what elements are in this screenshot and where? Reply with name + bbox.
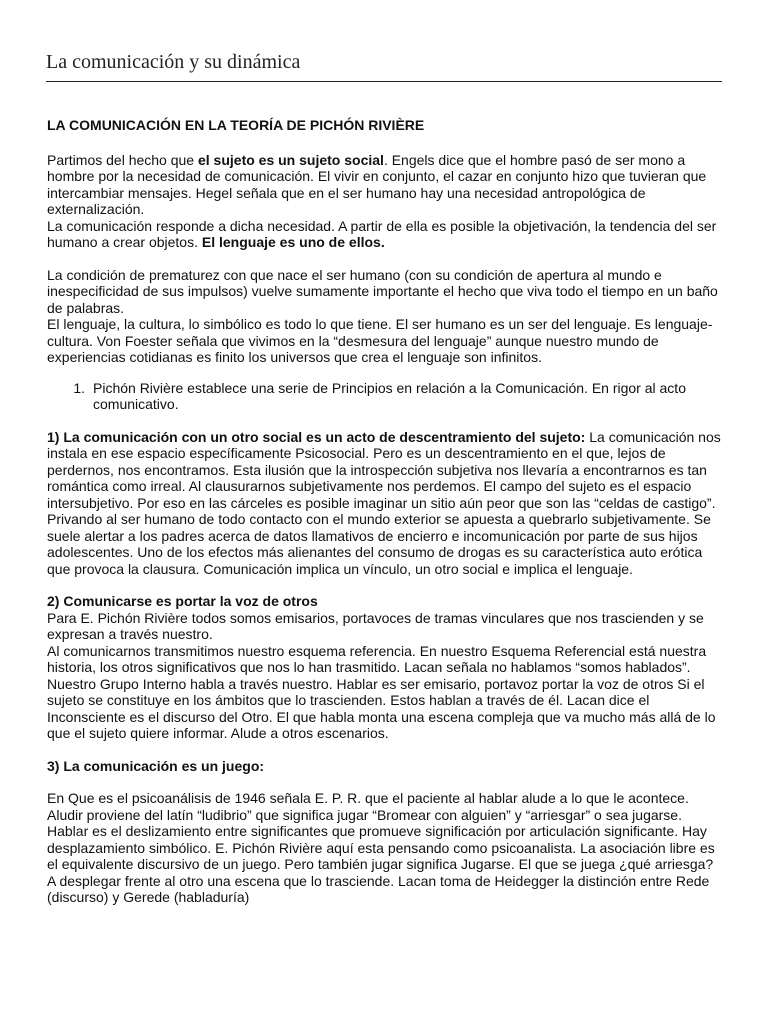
- list-number: 1.: [73, 379, 85, 396]
- principle-3-heading-text: 3) La comunicación es un juego:: [47, 757, 265, 774]
- paragraph-1-bold: el sujeto es un sujeto social: [197, 151, 384, 168]
- principle-3-heading: [47, 758, 723, 775]
- principle-1: [47, 429, 723, 578]
- paragraph-2-text-a: La comunicación responde a dicha necesidad. A partir de ella es posible la objetivación, la tendencia del ser humano a crear objetos.: [47, 217, 717, 250]
- paragraph-1-text-a: Partimos del hecho que: [47, 151, 198, 168]
- section-title: LA COMUNICACIÓN EN LA TEORÍA DE PICHÓN RIVIÈRE: [47, 117, 425, 133]
- paragraph-3: La condición de prematurez con que nace el ser humano (con su condición de apertura al mundo e inespecificidad de sus impulsos) vuelve sumamente importante el hecho que viva todo el tiempo en un baño de palabras.: [47, 266, 718, 316]
- principle-1-body: La comunicación nos instala en ese espacio específicamente Psicosocial. Pero es un descentramiento en el que, lejos de perdernos, nos encontramos. Esta ilusión que la introspección subjetiva nos llevaría a encontrarnos es tan romántica como irreal. Al clausurarnos subjetivamente nos perdemos. El campo del sujeto es el espacio intersubjetivo. Por eso en las cárceles es posible imaginar un sitio aún peor que son las “celdas de castigo”. Privando al ser humano de todo contacto con el mundo exterior se apuesta a quebrarlo subjetivamente. Se suele alertar a los padres acerca de datos llamativos de encierro e incomunicación por parte de sus hijos adolescentes. Uno de los efectos más alienantes del consumo de drogas es su característica auto erótica que provoca la clausura. Comunicación implica un vínculo, un otro social e implica el lenguaje.: [47, 428, 721, 577]
- paragraph-1: [47, 152, 723, 218]
- page-header-title: La comunicación y su dinámica: [46, 51, 301, 73]
- principle-3-paragraph-1: En Que es el psicoanálisis de 1946 señala E. P. R. que el paciente al hablar alude a lo que le acontece. Aludir proviene del latín “ludibrio” que significa jugar “Bromear con alguien” y “arriesgar” o sea jugarse. Hablar es el deslizamiento entre significantes que promueve significación por articulación significante. Hay desplazamiento simbólico. E. Pichón Rivière aquí esta pensando como psicoanalista. La asociación libre es el equivalente discursivo de un juego. Pero también jugar significa Jugarse. El que se juega ¿qué arriesga? A desplegar frente al otro una escena que lo trasciende. Lacan toma de Heidegger la distinción entre Rede (discurso) y Gerede (habladuría): [47, 790, 715, 905]
- numbered-list-item: [47, 380, 723, 413]
- principle-2-heading-text: 2) Comunicarse es portar la voz de otros: [47, 593, 318, 609]
- principle-2-heading: [47, 593, 723, 610]
- paragraph-4: El lenguaje, la cultura, lo simbólico es todo lo que tiene. El ser humano es un ser del lenguaje. Es lenguaje-cultura. Von Foester señala que vivimos en la “desmesura del lenguaje” aunque nuestro mundo de experiencias cotidianas es finito los universos que crea el lenguaje son infinitos.: [47, 316, 713, 365]
- paragraph-2: [47, 218, 723, 251]
- principle-2-paragraph-2: Al comunicarnos transmitimos nuestro esquema referencia. En nuestro Esquema Referencial está nuestra historia, los otros significativos que nos lo han trasmitido. Lacan señala no hablamos “somos hablados”. Nuestro Grupo Interno habla a través nuestro. Hablar es ser emisario, portavoz portar la voz de otros Si el sujeto se constituye en los ámbitos que lo trascienden. Estos hablan a través de él. Lacan dice el Inconsciente es el discurso del Otro. El que habla monta una escena compleja que va mucho más allá de lo que el sujeto quiere informar. Alude a otros escenarios.: [47, 642, 716, 741]
- paragraph-1-text-c: . Engels dice que el hombre pasó de ser mono a hombre por la necesidad de comunicación. El vivir en conjunto, el cazar en conjunto hizo que tuvieran que intercambiar mensajes. Hegel señala que en el ser humano hay una necesidad antropológica de externalización.: [47, 151, 707, 217]
- principle-2-paragraph-1: Para E. Pichón Rivière todos somos emisarios, portavoces de tramas vinculares que nos trascienden y se expresan a través nuestro.: [47, 609, 704, 642]
- paragraph-2-bold: El lenguaje es uno de ellos.: [201, 234, 385, 250]
- principle-1-heading: 1) La comunicación con un otro social es un acto de descentramiento del sujeto:: [47, 428, 586, 445]
- document-body: [47, 117, 723, 906]
- header-divider: [46, 81, 722, 82]
- list-item-text: Pichón Rivière establece una serie de Principios en relación a la Comunicación. En rigor al acto comunicativo.: [93, 379, 686, 412]
